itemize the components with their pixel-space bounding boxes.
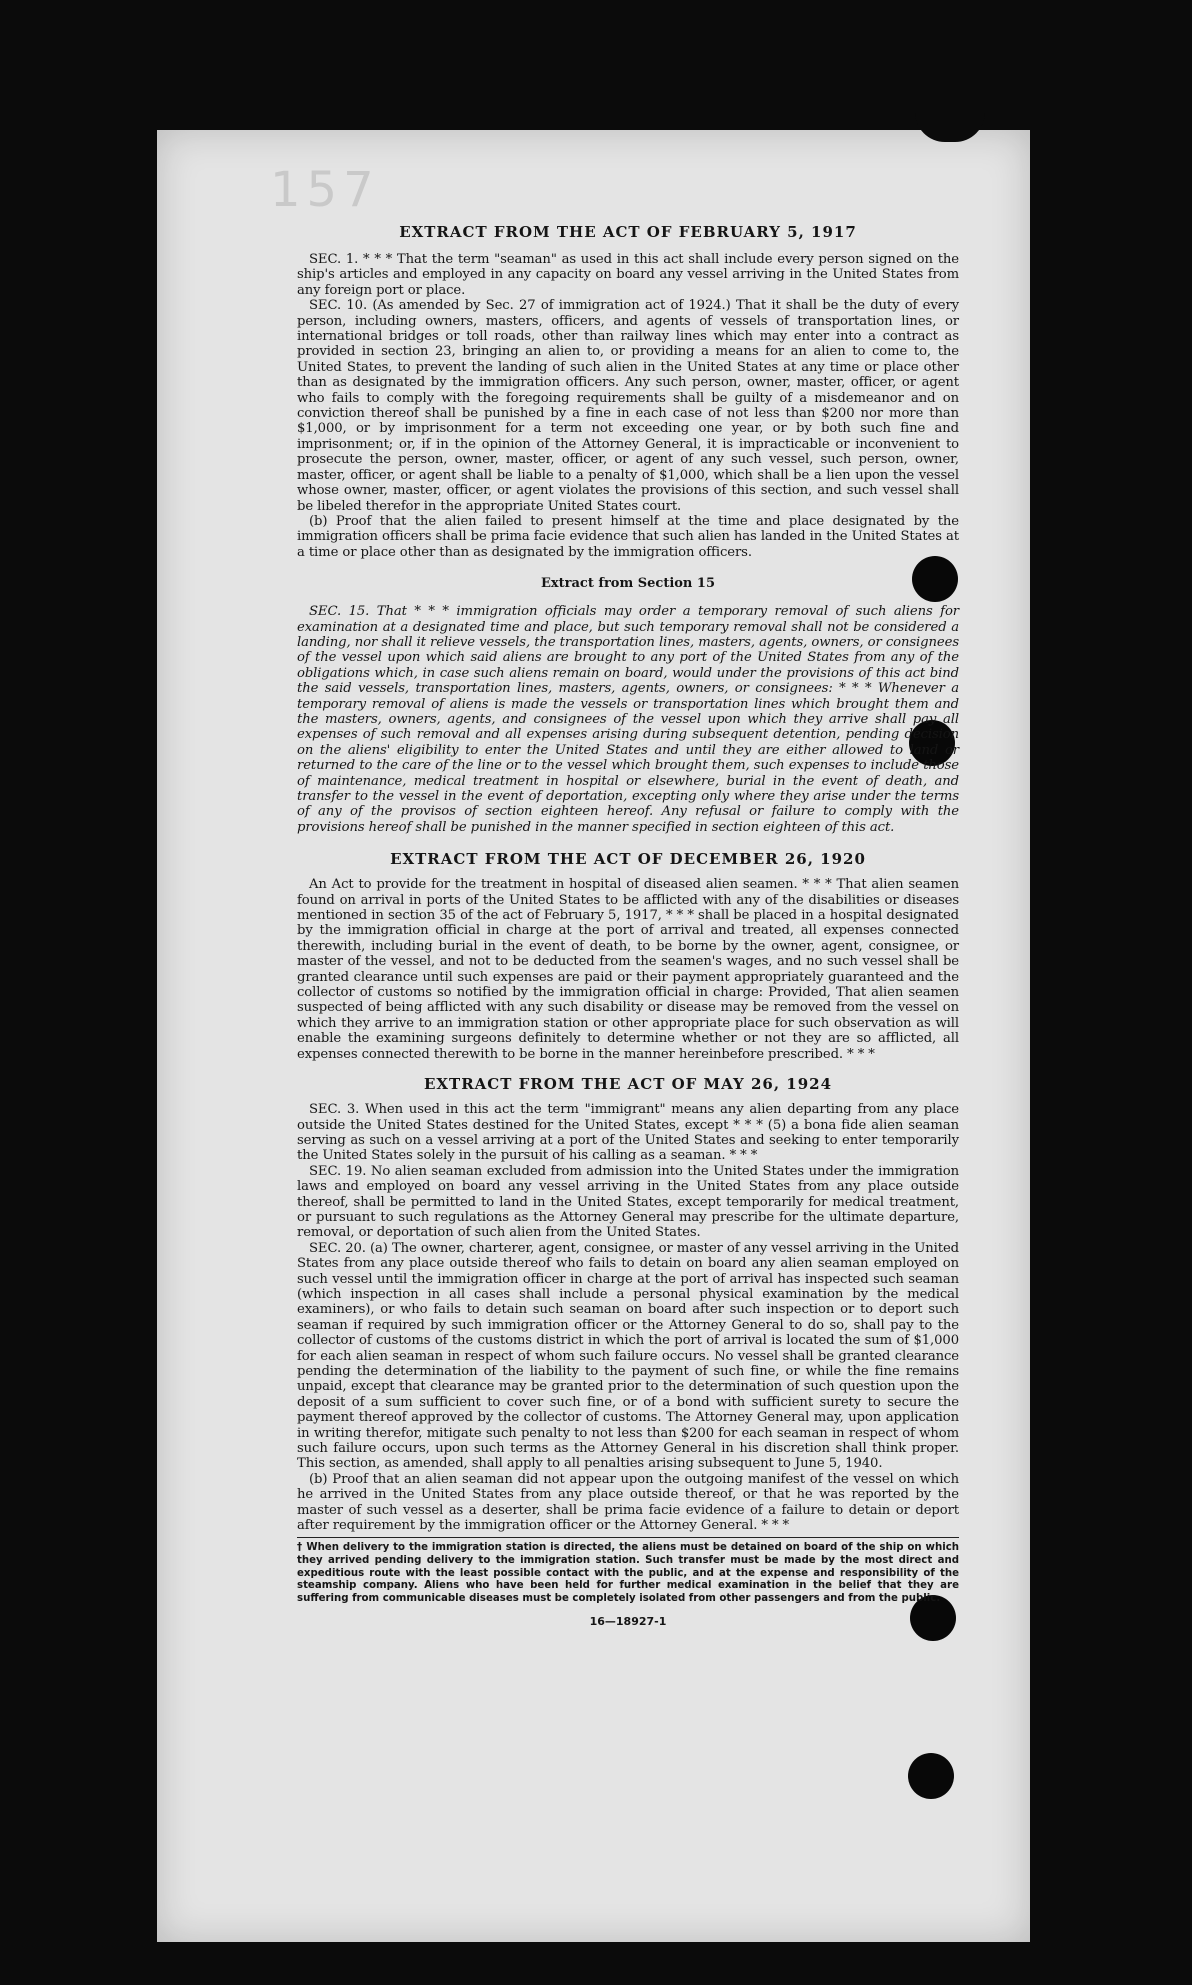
heading-act-1920: EXTRACT FROM THE ACT OF DECEMBER 26, 1920 — [390, 850, 866, 869]
paragraph-sec-10: SEC. 10. (As amended by Sec. 27 of immigration act of 1924.) That it shall be the duty of every person, including owners, masters, officers, and agents of vessels of transportation lines, or international bridges or toll roads, other than railway lines which may enter into a contract as provided in section 23, bringing an alien to, or providing a means for an alien to come to, the United States, to prevent the landing of such alien in the United States at any time or place other than as designated by the immigration officers. Any such person, owner, master, officer, or agent who fails to comply with the foregoing requirements shall be guilty of a misdemeanor and on conviction thereof shall be punished by a fine in each case of not less than $200 nor more than $1,000, or by imprisonment for a term not exceeding one year, or by both such fine and imprisonment; or, if in the opinion of the Attorney General, it is impracticable or inconvenient to prosecute the person, owner, master, officer, or agent of any such vessel, such person, owner, master, officer, or agent shall be liable to a penalty of $1,000, which shall be a lien upon the vessel whose owner, master, officer, or agent violates the provisions of this section, and such vessel shall be libeled therefor in the appropriate United States court. — [297, 298, 959, 514]
punch-hole-4 — [908, 1753, 954, 1799]
stamped-page-number: 157 — [270, 162, 380, 218]
document-content — [297, 222, 959, 1629]
subheading-section-15: Extract from Section 15 — [540, 576, 716, 592]
heading-act-1917: EXTRACT FROM THE ACT OF FEBRUARY 5, 1917 — [399, 223, 857, 241]
footnote: † When delivery to the immigration station is directed, the aliens must be detained on board of the ship on which they arrived pending delivery to the immigration station. Such transfer must be made by the most direct and expeditious route with the least possible contact with the public, and at the expense and responsibility of the steamship company. Aliens who have been held for further medical examination in the belief that they are suffering from communicable diseases must be completely isolated from other passengers and from the public. — [297, 1542, 959, 1604]
paragraph-sec-3: SEC. 3. When used in this act the term "immigrant" means any alien departing from any place outside the United States destined for the United States, except * * * (5) a bona fide alien seaman serving as such on a vessel arriving at a port of the United States and seeking to enter temporarily the United States solely in the pursuit of his calling as a seaman. * * * — [297, 1102, 959, 1164]
act-1920-text — [297, 877, 959, 1062]
paragraph-sec-1: SEC. 1. * * * That the term "seaman" as used in this act shall include every person signed on the ship's articles and employed in any capacity on board any vessel arriving in the United States from any foreign port or place. — [297, 252, 959, 298]
section-15-text — [297, 604, 959, 835]
act-1924-text — [297, 1102, 959, 1533]
form-number: 16—18927-1 — [589, 1615, 667, 1629]
heading-act-1924: EXTRACT FROM THE ACT OF MAY 26, 1924 — [423, 1075, 833, 1094]
paragraph-sec-19: SEC. 19. No alien seaman excluded from admission into the United States under the immigration laws and employed on board any vessel arriving in the United States from any place outside thereof, shall be permitted to land in the United States, except temporarily for medical treatment, or pursuant to such regulations as the Attorney General may prescribe for the ultimate departure, removal, or deportation of such alien from the United States. — [297, 1163, 959, 1241]
footnote-divider — [297, 1537, 959, 1538]
paragraph-sec-20a: SEC. 20. (a) The owner, charterer, agent, consignee, or master of any vessel arriving in the United States from any place outside thereof who fails to detain on board any alien seaman employed on such vessel until the immigration officer in charge at the port of arrival has inspected such seaman (which inspection in all cases shall include a personal physical examination by the medical examiners), or who fails to detain such seaman on board after such inspection or to deport such seaman if required by such immigration officer or the Attorney General to do so, shall pay to the collector of customs of the customs district in which the port of arrival is located the sum of $1,000 for each alien seaman in respect of whom such failure occurs. No vessel shall be granted clearance pending the determination of the liability to the payment of such fine, or while the fine remains unpaid, except that clearance may be granted prior to the determination of such question upon the deposit of a sum sufficient to cover such fine, or of a bond with sufficient surety to secure the payment thereof approved by the collector of customs. The Attorney General may, upon application in writing therefor, mitigate such penalty to not less than $200 for each seaman in respect of whom such failure occurs, upon such terms as the Attorney General in his discretion shall think proper. This section, as amended, shall apply to all penalties arising subsequent to June 5, 1940. — [297, 1240, 959, 1472]
paragraph-act-1920: An Act to provide for the treatment in hospital of diseased alien seamen. * * * That alien seamen found on arrival in ports of the United States to be afflicted with any of the disabilities or diseases mentioned in section 35 of the act of February 5, 1917, * * * shall be placed in a hospital designated by the immigration official in charge at the port of arrival and treated, all expenses connected therewith, including burial in the event of death, to be borne by the owner, agent, consignee, or master of the vessel, and not to be deducted from the seamen's wages, and no such vessel shall be granted clearance until such expenses are paid or their payment appropriately guaranteed and the collector of customs so notified by the immigration official in charge: Provided, That alien seamen suspected of being afflicted with any such disability or disease may be removed from the vessel on which they arrive to an immigration station or other appropriate place for such observation as will enable the examining surgeons definitely to determine whether or not they are so afflicted, all expenses connected therewith to be borne in the manner hereinbefore prescribed. * * * — [297, 877, 959, 1062]
act-1917-text — [297, 252, 959, 560]
paragraph-sec-15: SEC. 15. That * * * immigration officials may order a temporary removal of such aliens for examination at a designated time and place, but such temporary removal shall not be considered a landing, nor shall it relieve vessels, the transportation lines, masters, agents, owners, or consignees of the vessel upon which said aliens are brought to any port of the United States from any of the obligations which, in case such aliens remain on board, would under the provisions of this act bind the said vessels, transportation lines, masters, agents, owners, or consignees: * * * Whenever a temporary removal of aliens is made the vessels or transportation lines which brought them and the masters, owners, agents, and consignees of the vessel upon which they arrive shall pay all expenses of such removal and all expenses arising during subsequent detention, pending decision on the aliens' eligibility to enter the United States and until they are either allowed to land or returned to the care of the line or to the vessel which brought them, such expenses to include those of maintenance, medical treatment in hospital or elsewhere, burial in the event of death, and transfer to the vessel in the event of deportation, excepting only where they arise under the terms of any of the provisos of section eighteen hereof. Any refusal or failure to comply with the provisions hereof shall be punished in the manner specified in section eighteen of this act. — [297, 604, 959, 835]
paragraph-sec-10b: (b) Proof that the alien failed to present himself at the time and place designated by the immigration officers shall be prima facie evidence that such alien has landed in the United States at a time or place other than as designated by the immigration officers. — [297, 513, 959, 560]
paragraph-sec-20b: (b) Proof that an alien seaman did not appear upon the outgoing manifest of the vessel on which he arrived in the United States from any place outside thereof, or that he was reported by the master of such vessel as a deserter, shall be prima facie evidence of a failure to detain or deport after requirement by the immigration officer or the Attorney General. * * * — [297, 1471, 959, 1534]
